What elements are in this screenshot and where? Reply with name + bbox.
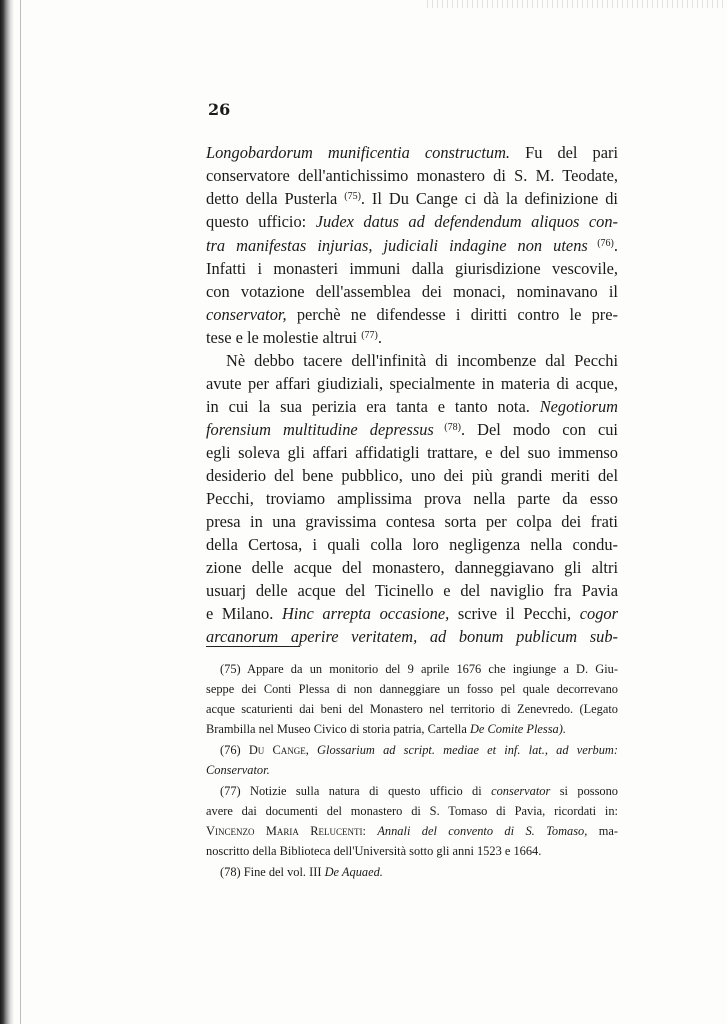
body-line: conservator, perchè ne difendesse i diritti contro le pre- <box>206 305 618 324</box>
body-line: arcanorum aperire veritatem, ad bonum publicum sub- <box>206 627 618 646</box>
footnote-line: Conservator. <box>206 763 270 777</box>
footnote-line: seppe dei Conti Plessa di non danneggiare un fosso pel quale decorrevano <box>206 682 618 696</box>
footnote-line: Vincenzo Maria Relucenti: Annali del convento di S. Tomaso, ma- <box>206 824 618 838</box>
body-line: usuarj delle acque del Ticinello e del naviglio fra Pavia <box>206 581 618 600</box>
footnote-line: acque scaturienti dai beni del Monastero nel territorio di Zenevredo. (Legato <box>206 702 618 716</box>
footnote-line: avere dai documenti del monastero di S. Tomaso di Pavia, ricordati in: <box>206 804 618 818</box>
body-line: della Certosa, i quali colla loro negligenza nella condu- <box>206 535 618 554</box>
body-line: Pecchi, troviamo amplissima prova nella parte da esso <box>206 489 618 508</box>
footnote-line: (78) Fine del vol. III De Aquaed. <box>220 865 383 879</box>
body-line: desiderio del bene pubblico, uno dei più grandi meriti del <box>206 466 618 485</box>
footnote-rule <box>206 646 300 647</box>
body-line: egli soleva gli affari affidatigli trattare, e del suo immenso <box>206 443 618 462</box>
footnote-line: (75) Appare da un monitorio del 9 aprile 1676 che ingiunge a D. Giu- <box>220 662 618 676</box>
footnote-line: noscritto della Biblioteca dell'Università sotto gli anni 1523 e 1664. <box>206 844 542 858</box>
body-line: questo ufficio: Judex datus ad defendendum aliquos con- <box>206 212 618 231</box>
body-line: con votazione dell'assemblea dei monaci, nominavano il <box>206 282 618 301</box>
body-line: zione delle acque del monastero, danneggiavano gli altri <box>206 558 618 577</box>
scan-noise <box>427 0 727 8</box>
body-line: Infatti i monasteri immuni dalla giurisdizione vescovile, <box>206 259 618 278</box>
body-line: in cui la sua perizia era tanta e tanto nota. Negotiorum <box>206 397 618 416</box>
page-number: 26 <box>208 100 231 119</box>
body-line: tra manifestas injurias, judiciali indagine non utens $^{(76)}$. <box>206 236 618 255</box>
footnote-line: (77) Notizie sulla natura di questo ufficio di conservator si possono <box>220 784 618 798</box>
binding-edge <box>0 0 14 1024</box>
footnote-line: (76) Du Cange, Glossarium ad script. mediae et inf. lat., ad verbum: <box>220 743 618 757</box>
binding-line <box>20 0 21 1024</box>
footnote-line: Brambilla nel Museo Civico di storia patria, Cartella De Comite Plessa). <box>206 722 566 736</box>
body-line: conservatore dell'antichissimo monastero di S. M. Teodate, <box>206 166 618 185</box>
body-line: tese e le molestie altrui $^{(77)}$. <box>206 328 382 347</box>
body-line: detto della Pusterla $^{(75)}$. Il Du Cange ci dà la definizione di <box>206 189 618 208</box>
body-line: Longobardorum munificentia constructum. Fu del pari <box>206 143 618 162</box>
body-line: e Milano. Hinc arrepta occasione, scrive il Pecchi, cogor <box>206 604 618 623</box>
body-line: Nè debbo tacere dell'infinità di incombenze dal Pecchi <box>226 351 618 370</box>
body-line: forensium multitudine depressus $^{(78)}$. Del modo con cui <box>206 420 618 439</box>
body-line: presa in una gravissima contesa sorta per colpa dei frati <box>206 512 618 531</box>
body-line: avute per affari giudiziali, specialmente in materia di acque, <box>206 374 618 393</box>
